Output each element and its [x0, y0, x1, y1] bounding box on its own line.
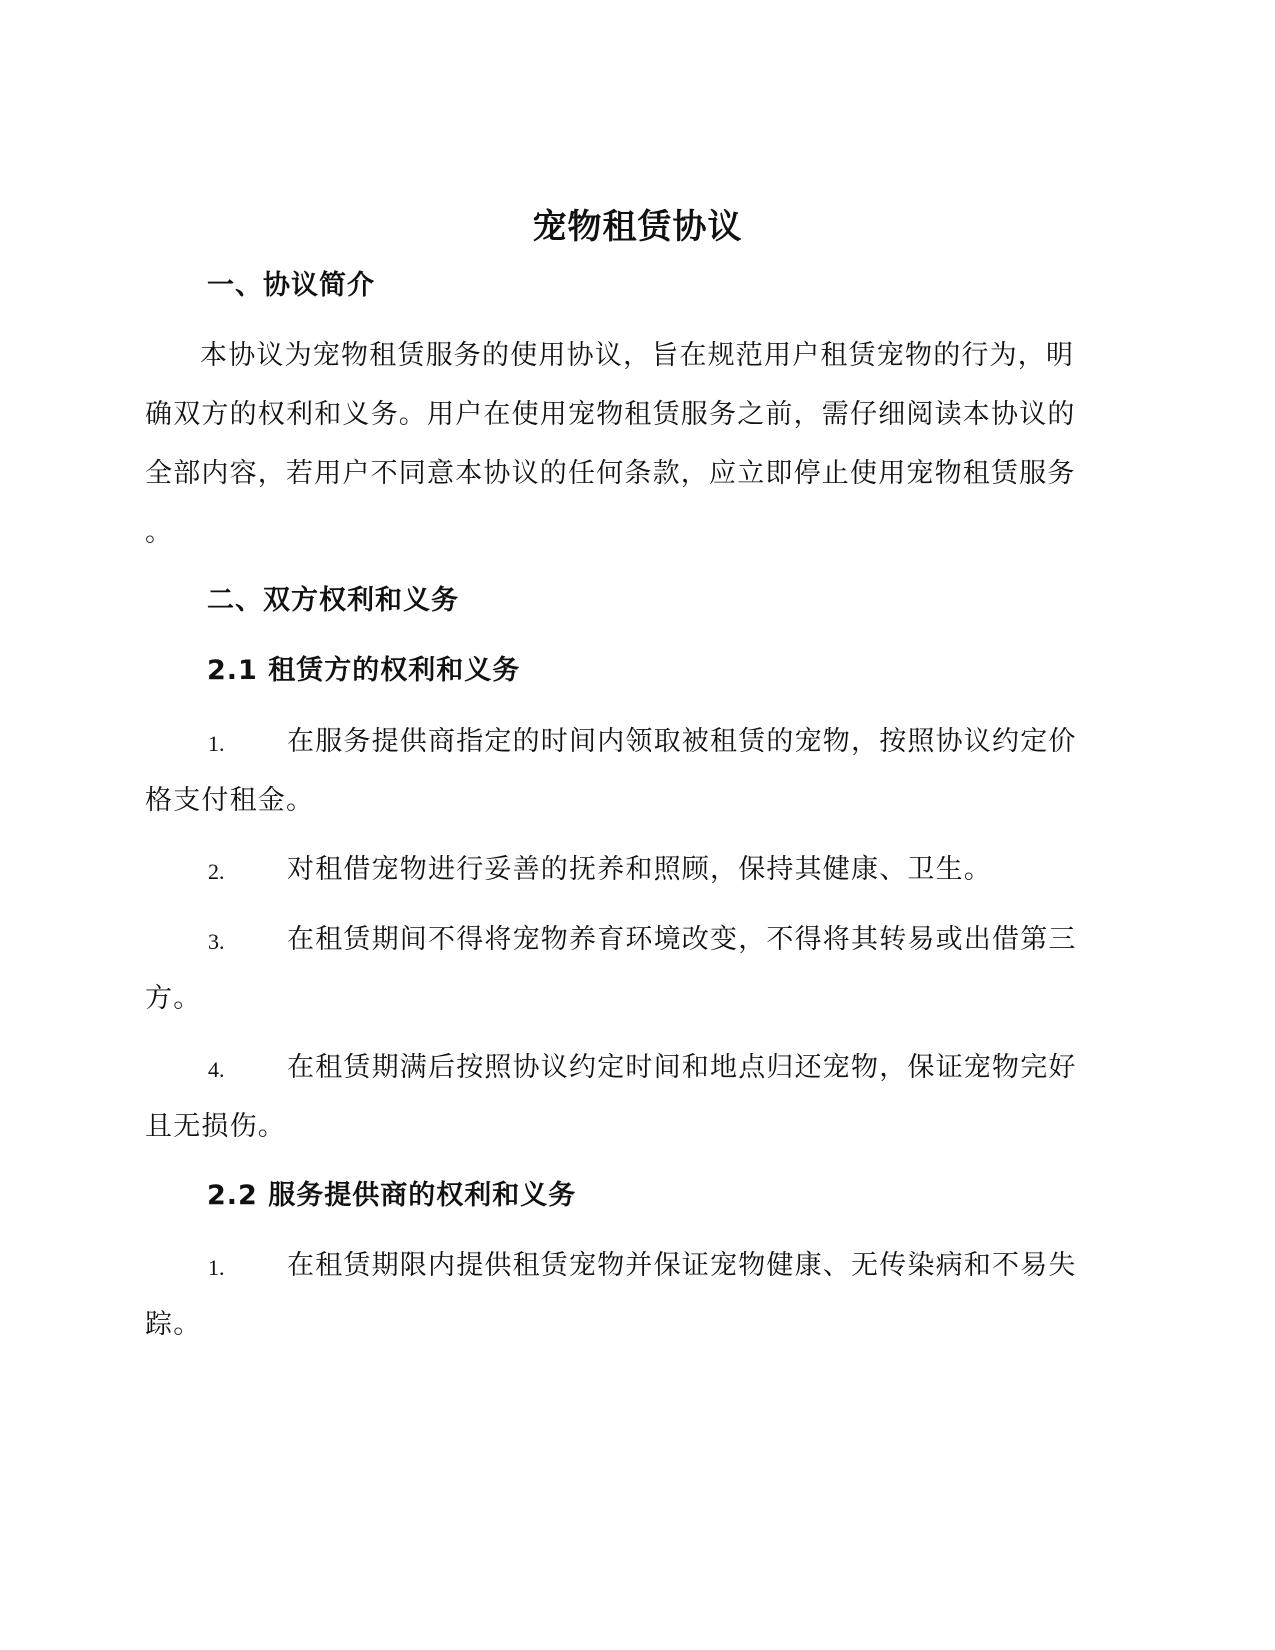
list-item-text-continued: 方。	[145, 983, 202, 1014]
section-heading-intro: 一、协议简介	[207, 270, 375, 301]
list-item-number: 2.	[208, 859, 225, 884]
list-item-text: 在服务提供商指定的时间内领取被租赁的宠物，按照协议约定价	[287, 726, 1077, 757]
subsection-heading-provider: 2.2 服务提供商的权利和义务	[207, 1180, 577, 1211]
intro-paragraph-line: 。	[145, 517, 174, 548]
list-item-number: 4.	[208, 1057, 225, 1082]
list-item-text: 对租借宠物进行妥善的抚养和照顾，保持其健康、卫生。	[287, 854, 992, 885]
list-item-number: 1.	[208, 731, 225, 756]
list-item-text-continued: 且无损伤。	[145, 1111, 286, 1142]
subsection-heading-lessee: 2.1 租赁方的权利和义务	[207, 655, 521, 686]
section-heading-rights: 二、双方权利和义务	[207, 585, 459, 616]
intro-paragraph-line: 本协议为宠物租赁服务的使用协议，旨在规范用户租赁宠物的行为，明	[200, 340, 1075, 371]
intro-paragraph-line: 确双方的权利和义务。用户在使用宠物租赁服务之前，需仔细阅读本协议的	[145, 399, 1076, 430]
intro-paragraph-line: 全部内容，若用户不同意本协议的任何条款，应立即停止使用宠物租赁服务	[145, 458, 1076, 489]
document-title: 宠物租赁协议	[532, 207, 743, 247]
list-item-text-continued: 格支付租金。	[145, 785, 315, 816]
list-item-number: 1.	[208, 1255, 225, 1280]
list-item-text: 在租赁期间不得将宠物养育环境改变，不得将其转易或出借第三	[287, 924, 1077, 955]
list-item-text: 在租赁期满后按照协议约定时间和地点归还宠物，保证宠物完好	[287, 1052, 1077, 1083]
list-item-text: 在租赁期限内提供租赁宠物并保证宠物健康、无传染病和不易失	[287, 1250, 1077, 1281]
list-item-number: 3.	[208, 929, 225, 954]
list-item-text-continued: 踪。	[145, 1309, 202, 1340]
